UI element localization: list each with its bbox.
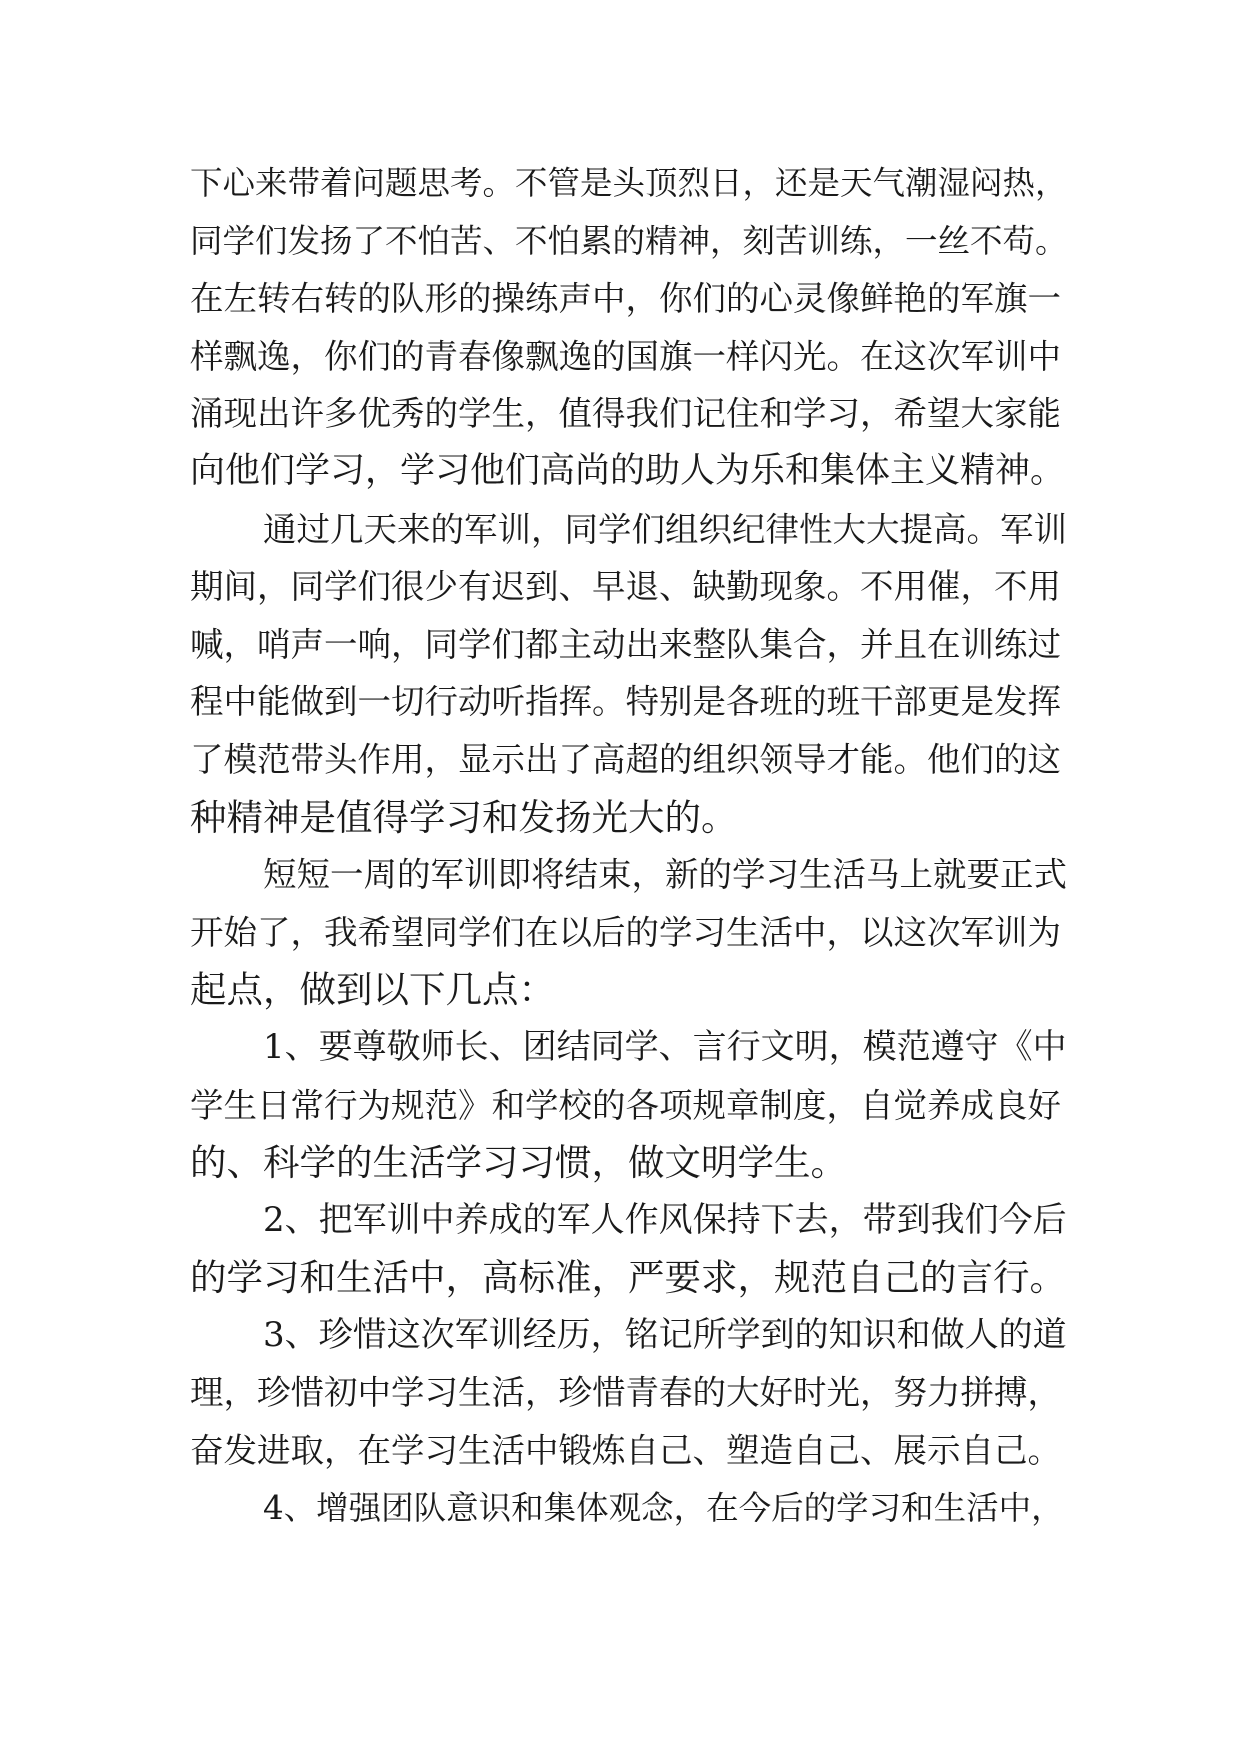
body-text <box>190 155 1070 1537</box>
text-line: 期间，同学们很少有迟到、早退、缺勤现象。不用催，不用 <box>190 567 1061 607</box>
text-line: 程中能做到一切行动听指挥。特别是各班的班干部更是发挥 <box>190 682 1061 722</box>
list-item-3-first-line: 3、珍惜这次军训经历，铭记所学到的知识和做人的道 <box>263 1314 1067 1355</box>
text-line: 同学们发扬了不怕苦、不怕累的精神，刻苦训练，一丝不苟。 <box>190 221 1068 260</box>
text-line: 开始了，我希望同学们在以后的学习生活中，以这次军训为 <box>190 912 1061 952</box>
text-line: 奋发进取，在学习生活中锻炼自己、塑造自己、展示自己。 <box>190 1431 1061 1471</box>
text-line: 的学习和生活中，高标准，严要求，规范自己的言行。 <box>190 1256 1066 1300</box>
text-line: 涌现出许多优秀的学生，值得我们记住和学习，希望大家能 <box>190 394 1061 434</box>
text-line: 喊，哨声一响，同学们都主动出来整队集合，并且在训练过 <box>190 624 1061 664</box>
text-line: 起点，做到以下几点： <box>190 968 555 1012</box>
text-line: 向他们学习，学习他们高尚的助人为乐和集体主义精神。 <box>190 450 1066 491</box>
list-item-4-first-line: 4、增强团队意识和集体观念，在今后的学习和生活中， <box>263 1488 1064 1527</box>
text-line: 在左转右转的队形的操练声中，你们的心灵像鲜艳的军旗一 <box>190 279 1061 319</box>
text-line: 理，珍惜初中学习生活，珍惜青春的大好时光，努力拼搏， <box>190 1373 1061 1413</box>
text-line: 学生日常行为规范》和学校的各项规章制度，自觉养成良好 <box>190 1085 1061 1125</box>
paragraph-first-line: 短短一周的军训即将结束，新的学习生活马上就要正式 <box>263 855 1067 895</box>
text-line: 了模范带头作用，显示出了高超的组织领导才能。他们的这 <box>190 739 1061 779</box>
text-line: 下心来带着问题思考。不管是头顶烈日，还是天气潮湿闷热， <box>190 164 1068 202</box>
paragraph-first-line: 通过几天来的军训，同学们组织纪律性大大提高。军训 <box>263 509 1067 549</box>
text-line: 的、科学的生活学习习惯，做文明学生。 <box>190 1141 847 1185</box>
list-item-2-first-line: 2、把军训中养成的军人作风保持下去，带到我们今后 <box>263 1199 1067 1240</box>
list-item-1-first-line: 1、要尊敬师长、团结同学、言行文明，模范遵守《中 <box>263 1026 1067 1067</box>
text-line: 样飘逸，你们的青春像飘逸的国旗一样闪光。在这次军训中 <box>190 336 1061 376</box>
text-line: 种精神是值得学习和发扬光大的。 <box>190 795 738 839</box>
